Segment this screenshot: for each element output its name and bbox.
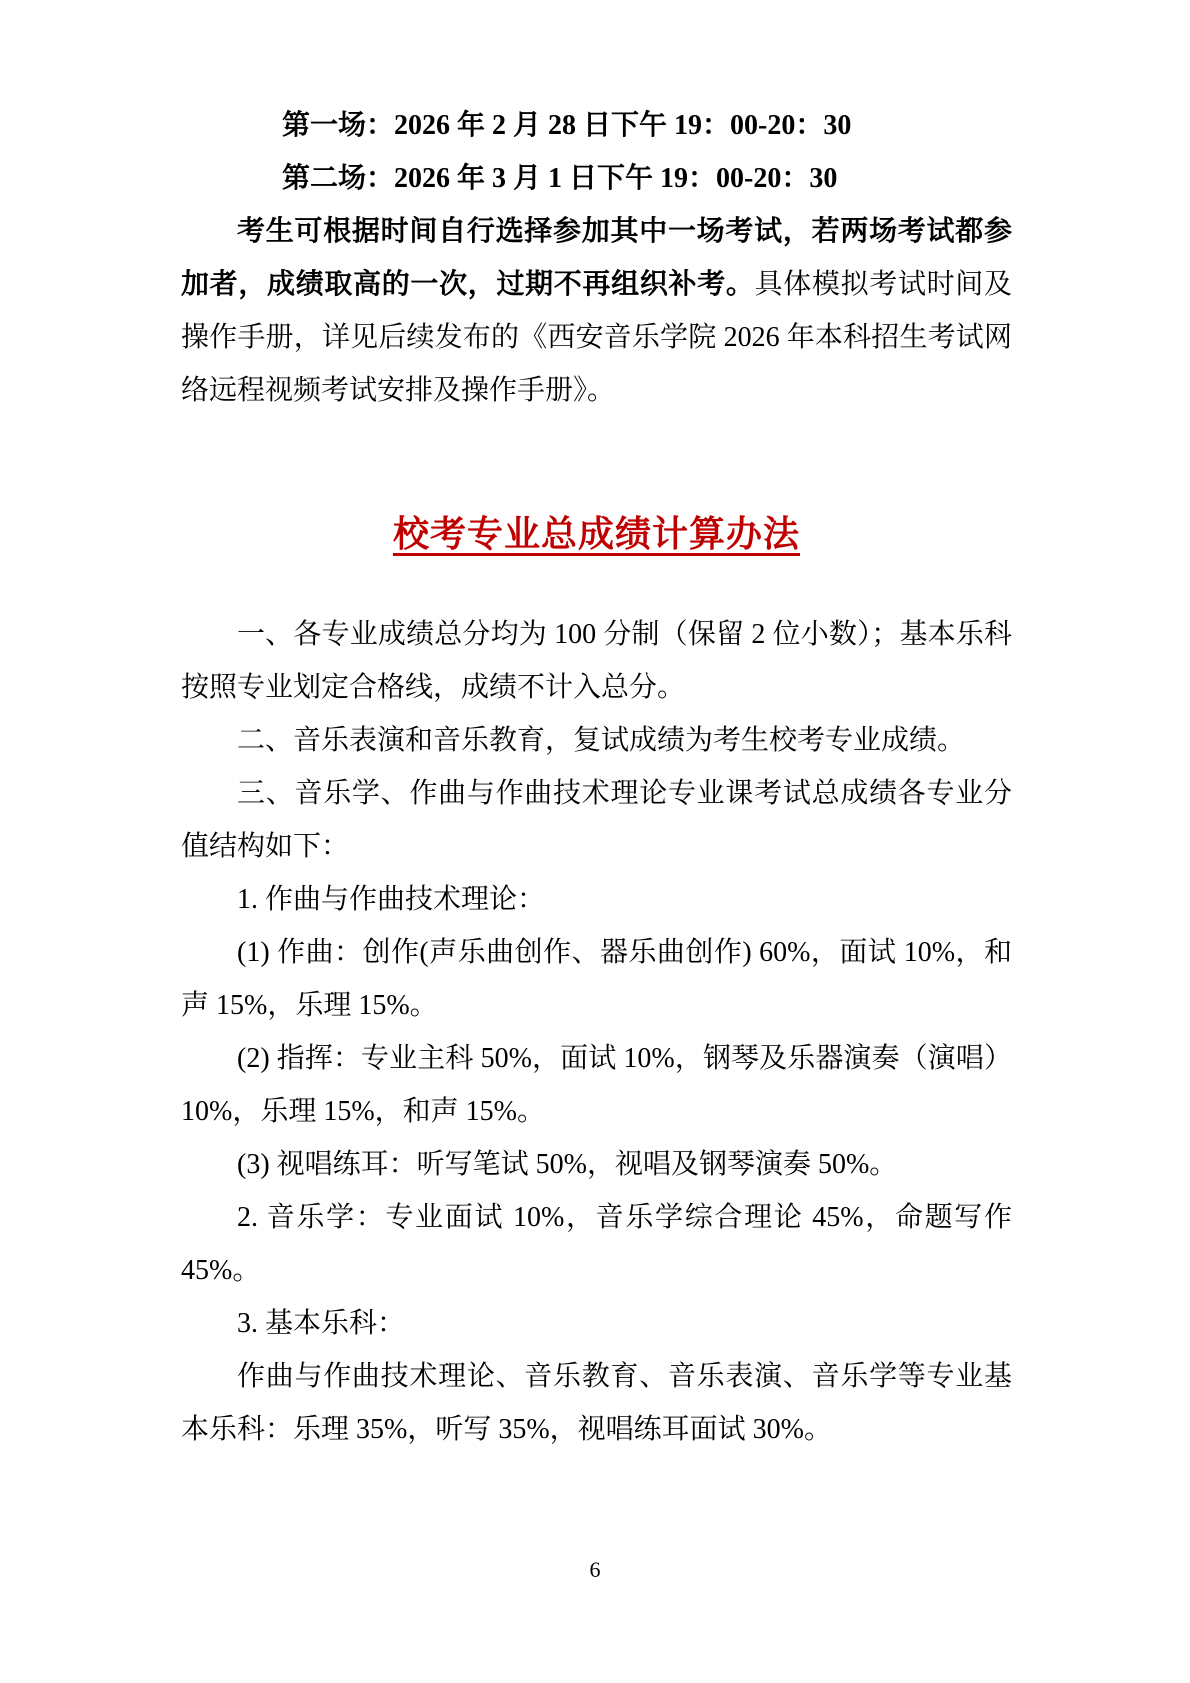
item-3-basic-music-title: 3. 基本乐科： <box>237 1308 406 1339</box>
item-2-musicology: 2. 音乐学：专业面试 10%，音乐学综合理论 45%，命题写作 45%。 <box>181 1202 1012 1286</box>
section-title-text: 校考专业总成绩计算办法 <box>392 513 800 554</box>
item-1-3-ear-training: (3) 视唱练耳：听写笔试 50%，视唱及钢琴演奏 50%。 <box>237 1149 898 1180</box>
item-3-basic-music-detail: 作曲与作曲技术理论、音乐教育、音乐表演、音乐学等专业基本乐科：乐理 35%，听写 35%，视唱练耳面试 30%。 <box>181 1361 1012 1445</box>
page-number: 6 <box>589 1557 601 1582</box>
exam-note-bold-text: 考生可根据时间自行选择参加其中一场考试，若两场考试都参加者，成绩取高的一次，过期不再组织补考。 <box>181 216 1012 300</box>
item-1-composition-title: 1. 作曲与作曲技术理论： <box>237 884 546 915</box>
rule-3-structure-intro: 三、音乐学、作曲与作曲技术理论专业课考试总成绩各专业分值结构如下： <box>181 778 1012 862</box>
rule-2-performance-education: 二、音乐表演和音乐教育，复试成绩为考生校考专业成绩。 <box>237 725 966 756</box>
exam-session-2: 第二场：2026 年 3 月 1 日下午 19：00-20：30 <box>282 163 838 194</box>
rule-1-total-score: 一、各专业成绩总分均为 100 分制（保留 2 位小数）；基本乐科按照专业划定合格线，成绩不计入总分。 <box>181 619 1012 703</box>
section-title <box>181 507 1012 560</box>
item-1-1-composition: (1) 作曲：创作(声乐曲创作、器乐曲创作) 60%，面试 10%，和声 15%，乐理 15%。 <box>181 937 1012 1021</box>
exam-session-1: 第一场：2026 年 2 月 28 日下午 19：00-20：30 <box>282 110 852 141</box>
item-1-2-conducting: (2) 指挥：专业主科 50%，面试 10%，钢琴及乐器演奏（演唱）10%，乐理 15%，和声 15%。 <box>181 1043 1012 1127</box>
exam-note-paragraph <box>181 205 1012 417</box>
page-content <box>181 99 1012 1456</box>
exam-note-regular-text: 具体模拟考试时间及操作手册，详见后续发布的《西安音乐学院 2026 年本科招生考试网络远程视频考试安排及操作手册》。 <box>181 269 1012 406</box>
